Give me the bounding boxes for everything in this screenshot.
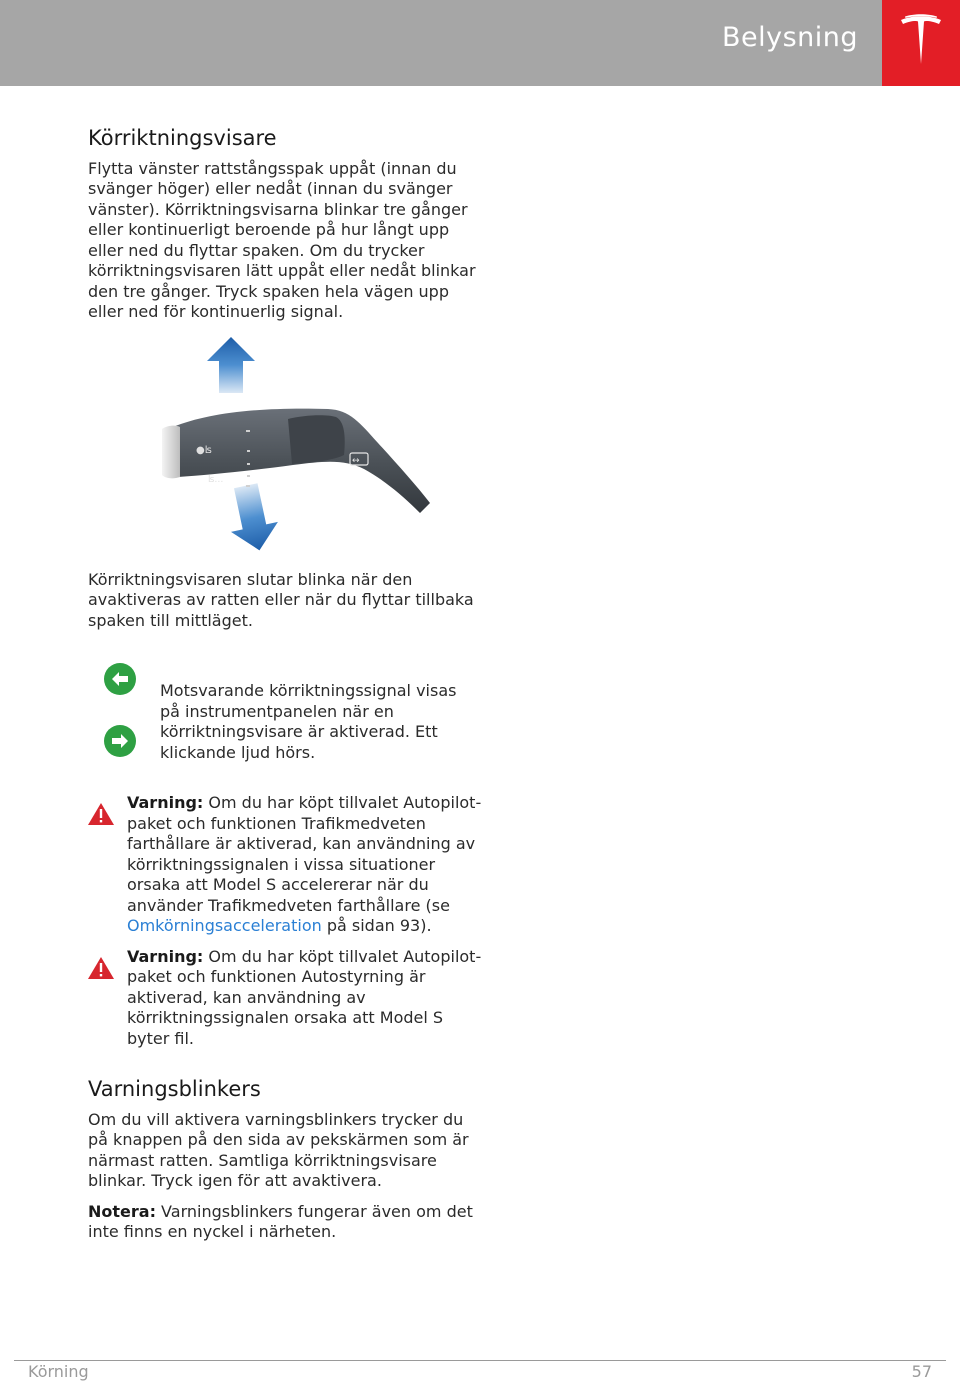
left-turn-signal-icon <box>104 663 136 695</box>
svg-text:●ʪ: ●ʪ <box>196 444 212 456</box>
turn-signal-paragraph: Flytta vänster rattstångsspak uppåt (innan du svänger höger) eller nedåt (innan du svänger vänster). Körriktningsvisarna blinkar tre gånger eller kontinuerligt beroende på hur långt upp eller ned du flyttar spaken. Om du trycker körriktningsvisaren lätt uppåt eller nedåt blinkar den tre gånger. Tryck spaken hela vägen upp eller ned för kontinuerlig signal. <box>88 158 476 321</box>
section-heading-hazard-lights: Varningsblinkers <box>88 1077 261 1101</box>
footer-divider <box>14 1360 946 1361</box>
svg-text:ʪ…: ʪ… <box>208 474 224 485</box>
footer-chapter: Körning <box>28 1362 89 1381</box>
warning-label: Varning: <box>127 793 204 812</box>
warning-body: Om du har köpt tillvalet Autopilot-paket och funktionen Trafikmedveten farthållare är aktiverad, kan användning av körriktningssignalen i vissa situationer orsaka att Model S accelererar när du använder Trafikmedveten farthållare (se <box>127 793 482 915</box>
warning-box <box>88 793 483 937</box>
warning-icon <box>88 957 114 979</box>
note-label: Notera: <box>88 1201 156 1221</box>
page-header <box>0 0 960 86</box>
tesla-logo-icon <box>898 14 944 66</box>
page-number: 57 <box>911 1362 932 1381</box>
warning-text <box>127 793 483 937</box>
note-text <box>88 1202 483 1243</box>
signal-icon-description: Motsvarande körriktningssignal visas på instrumentpanelen när en körriktningsvisare är aktiverad. Ett klickande ljud hörs. <box>160 681 457 762</box>
overtaking-acceleration-link[interactable]: Omkörningsacceleration <box>127 916 322 935</box>
stalk-illustration <box>88 335 483 560</box>
warning-body: Om du har köpt tillvalet Autopilot-paket och funktionen Autostyrning är aktiverad, kan användning av körriktningssignalen orsaka att Model S byter fil. <box>127 946 482 1048</box>
logo-box <box>882 0 960 86</box>
warning-page-ref: på sidan 93). <box>321 916 432 935</box>
main-content <box>88 128 483 1243</box>
turn-signal-cancel-paragraph: Körriktningsvisaren slutar blinka när den avaktiveras av ratten eller när du flyttar tillbaka spaken till mittläget. <box>88 569 474 630</box>
section-heading-turn-signals: Körriktningsvisare <box>88 126 277 150</box>
warning-icon <box>88 803 114 825</box>
warning-label: Varning: <box>127 946 204 966</box>
right-turn-signal-icon <box>104 725 136 757</box>
note-body: Varningsblinkers fungerar även om det inte finns en nyckel i närheten. <box>88 1201 473 1241</box>
warning-text <box>127 947 483 1050</box>
signal-icons-block <box>88 651 483 771</box>
hazard-paragraph: Om du vill aktivera varningsblinkers trycker du på knappen på den sida av pekskärmen som är närmast ratten. Samtliga körriktningsvisare blinkar. Tryck igen för att avaktivera. <box>88 1109 469 1190</box>
stalk-figure <box>88 335 483 560</box>
svg-text:↔: ↔ <box>352 455 360 466</box>
chapter-title: Belysning <box>721 22 858 53</box>
warning-box <box>88 947 483 1050</box>
